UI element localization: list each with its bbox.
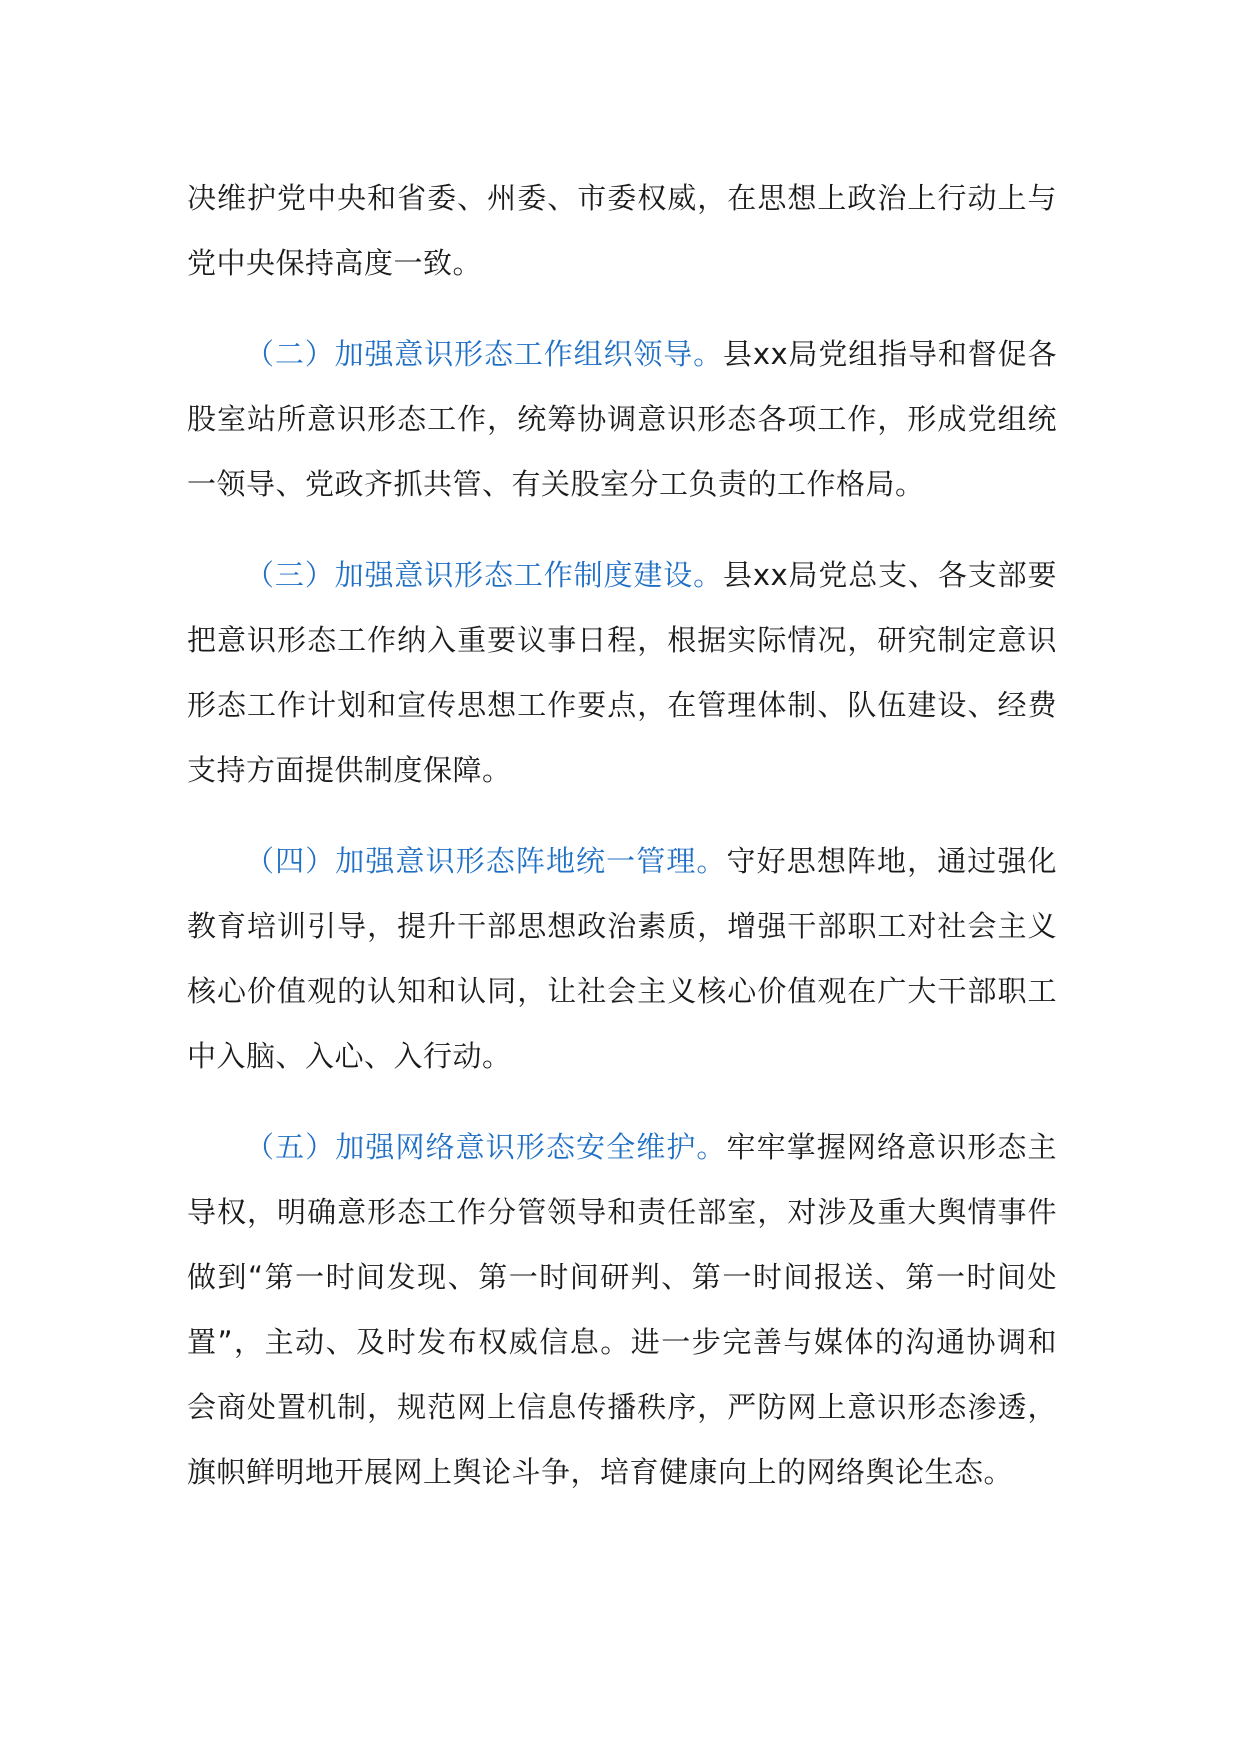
document-body xyxy=(187,166,1057,1505)
paragraph-text: 守好思想阵地，通过强化教育培训引导，提升干部思想政治素质，增强干部职工对社会主义核心价值观的认知和认同，让社会主义核心价值观在广大干部职工中入脑、入心、入行动。 xyxy=(187,844,1057,1073)
paragraph-section-4 xyxy=(187,829,1057,1089)
section-heading: （三）加强意识形态工作制度建设。 xyxy=(245,558,723,592)
paragraph-continuation xyxy=(187,166,1057,296)
paragraph-text: 牢牢掌握网络意识形态主导权，明确意形态工作分管领导和责任部室，对涉及重大舆情事件做到“第一时间发现、第一时间研判、第一时间报送、第一时间处置”，主动、及时发布权威信息。进一步完善与媒体的沟通协调和会商处置机制，规范网上信息传播秩序，严防网上意识形态渗透，旗帜鲜明地开展网上舆论斗争，培育健康向上的网络舆论生态。 xyxy=(187,1130,1057,1489)
paragraph-text: 县xx局党总支、各支部要把意识形态工作纳入重要议事日程，根据实际情况，研究制定意识形态工作计划和宣传思想工作要点，在管理体制、队伍建设、经费支持方面提供制度保障。 xyxy=(187,558,1057,787)
section-heading: （四）加强意识形态阵地统一管理。 xyxy=(245,844,727,878)
section-heading: （二）加强意识形态工作组织领导。 xyxy=(245,337,723,371)
paragraph-section-3 xyxy=(187,543,1057,803)
paragraph-text: 决维护党中央和省委、州委、市委权威，在思想上政治上行动上与党中央保持高度一致。 xyxy=(187,181,1057,280)
paragraph-text: 县xx局党组指导和督促各股室站所意识形态工作，统筹协调意识形态各项工作，形成党组统一领导、党政齐抓共管、有关股室分工负责的工作格局。 xyxy=(187,337,1057,501)
paragraph-section-5 xyxy=(187,1115,1057,1505)
paragraph-section-2 xyxy=(187,322,1057,517)
section-heading: （五）加强网络意识形态安全维护。 xyxy=(245,1130,727,1164)
